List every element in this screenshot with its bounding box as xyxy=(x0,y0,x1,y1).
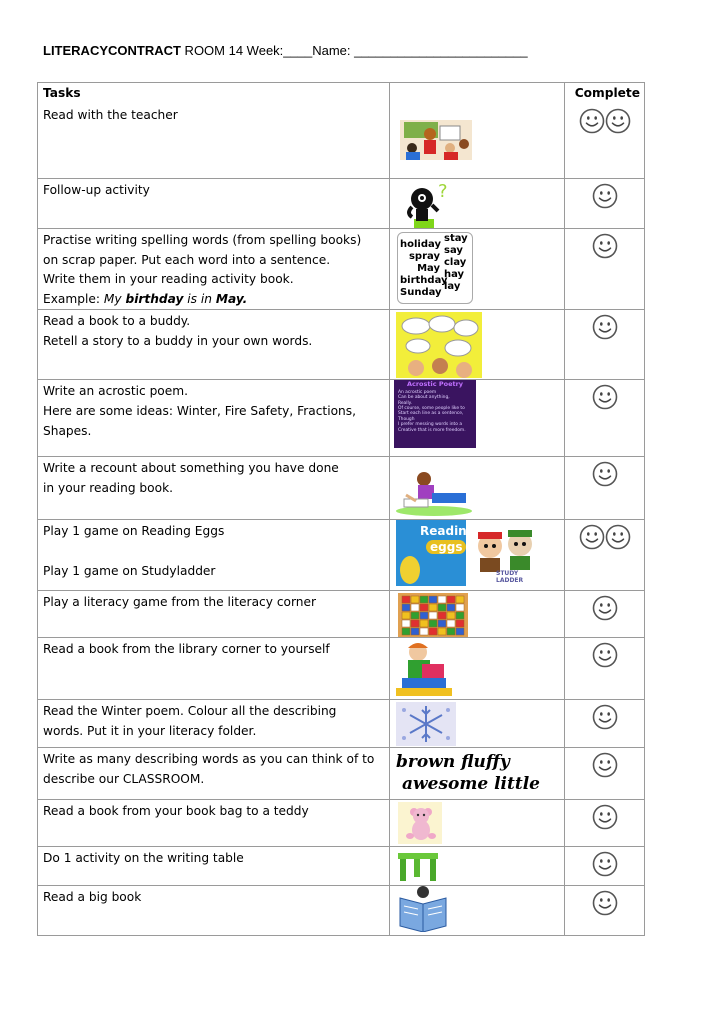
complete-cell xyxy=(565,520,645,591)
task-text: Practise writing spelling words (from spelling books) xyxy=(43,233,362,247)
spelling-word: lay xyxy=(444,281,461,292)
complete-cell xyxy=(565,700,645,748)
smiley-face-icon[interactable] xyxy=(605,108,631,134)
smiley-face-icon[interactable] xyxy=(592,595,618,621)
acrostic-line: Though xyxy=(398,416,415,422)
task-cell xyxy=(38,638,390,700)
header-title: LITERACYCONTRACT xyxy=(43,43,181,58)
smiley-face-icon[interactable] xyxy=(605,524,631,550)
task-text: Play 1 game on Studyladder xyxy=(43,563,216,578)
picture-cell xyxy=(390,748,565,800)
complete-cell xyxy=(565,591,645,638)
task-cell xyxy=(38,380,390,457)
teddy-bear-icon xyxy=(398,802,442,844)
example-text: birthday xyxy=(125,291,184,306)
spelling-word: Sunday xyxy=(400,287,442,298)
table-row xyxy=(38,700,645,748)
table-header-row xyxy=(38,83,645,104)
task-text: Follow-up activity xyxy=(43,183,150,197)
task-text: on scrap paper. Put each word into a sentence. xyxy=(43,252,331,267)
table-row xyxy=(38,179,645,229)
reading-eggs-text: Reading xyxy=(420,524,476,539)
spelling-word: clay xyxy=(444,257,467,268)
table-row xyxy=(38,638,645,700)
task-cell xyxy=(38,700,390,748)
reading-eggs-logo xyxy=(396,520,536,586)
table-row xyxy=(38,229,645,310)
acrostic-line: Creative that is more freedom. xyxy=(398,427,466,433)
complete-cell xyxy=(565,457,645,520)
table-row xyxy=(38,748,645,800)
example-text: My xyxy=(103,291,126,306)
task-text: Read with the teacher xyxy=(43,107,178,122)
task-cell xyxy=(38,179,390,229)
task-text: Do 1 activity on the writing table xyxy=(43,851,244,866)
task-cell xyxy=(38,229,390,310)
table-row xyxy=(38,457,645,520)
picture-cell xyxy=(390,104,565,179)
table-row xyxy=(38,104,645,179)
complete-column-header: Complete xyxy=(574,86,640,100)
complete-cell xyxy=(565,638,645,700)
teacher-reading-icon xyxy=(400,118,472,162)
smiley-face-icon[interactable] xyxy=(592,804,618,830)
picture-cell xyxy=(390,457,565,520)
task-text: Write an acrostic poem. xyxy=(43,384,189,399)
complete-cell xyxy=(565,847,645,886)
picture-cell xyxy=(390,179,565,229)
task-cell xyxy=(38,886,390,936)
task-text: Play 1 game on Reading Eggs xyxy=(43,524,225,539)
acrostic-line: I prefer messing words into a xyxy=(398,422,463,428)
spelling-word: birthday xyxy=(400,275,448,286)
example-text: is in xyxy=(183,291,216,306)
acrostic-line: Of course, some people like to xyxy=(398,406,465,411)
task-text: in your reading book. xyxy=(43,480,174,495)
spelling-word: hay xyxy=(444,269,465,280)
task-text: Write as many describing words as you can think of to xyxy=(43,752,375,767)
task-cell xyxy=(38,591,390,638)
complete-cell xyxy=(565,229,645,310)
snowflake-icon xyxy=(396,702,456,746)
tasks-column-header: Tasks xyxy=(43,86,81,100)
table-icon xyxy=(396,851,440,883)
smiley-face-icon[interactable] xyxy=(592,183,618,209)
task-cell xyxy=(38,800,390,847)
task-cell xyxy=(38,104,390,179)
board-game-icon xyxy=(398,593,468,637)
describing-words xyxy=(396,748,565,798)
example-text: May. xyxy=(215,291,248,306)
task-text: Shapes. xyxy=(43,423,92,438)
picture-cell xyxy=(390,591,565,638)
task-text: Read a big book xyxy=(43,890,142,905)
picture-cell xyxy=(390,380,565,457)
acrostic-title: Acrostic Poetry xyxy=(406,380,464,389)
task-text xyxy=(43,542,384,562)
table-row xyxy=(38,520,645,591)
table-row xyxy=(38,847,645,886)
svg-text:?: ? xyxy=(438,181,448,202)
task-text: Read a book from your book bag to a teddy xyxy=(43,804,309,819)
child-writing-icon xyxy=(394,471,472,517)
table-row xyxy=(38,380,645,457)
table-row xyxy=(38,310,645,380)
smiley-face-icon[interactable] xyxy=(592,752,618,778)
spelling-word: holiday xyxy=(400,239,441,250)
picture-cell xyxy=(390,229,565,310)
complete-cell xyxy=(565,179,645,229)
smiley-face-icon[interactable] xyxy=(592,890,618,916)
contract-table xyxy=(37,82,645,936)
thinking-figure-icon xyxy=(398,181,454,229)
task-cell xyxy=(38,310,390,380)
study-ladder-text xyxy=(496,570,523,584)
complete-cell xyxy=(565,748,645,800)
acrostic-poetry-card xyxy=(394,380,476,448)
spelling-word: spray xyxy=(408,251,440,262)
task-text: Write them in your reading activity book. xyxy=(43,272,294,287)
picture-cell xyxy=(390,886,565,936)
picture-cell xyxy=(390,847,565,886)
task-text: Retell a story to a buddy in your own words. xyxy=(43,333,313,348)
smiley-face-icon[interactable] xyxy=(592,851,618,877)
describing-words-line2: awesome little xyxy=(402,774,540,795)
spelling-words-card xyxy=(397,232,473,304)
task-text: Here are some ideas: Winter, Fire Safety, Fractions, xyxy=(43,403,356,418)
smiley-face-icon[interactable] xyxy=(579,108,605,134)
header-details: ROOM 14 Week:____Name: ________________________ xyxy=(180,43,528,58)
complete-cell xyxy=(565,380,645,457)
study-text: STUDY xyxy=(496,570,519,578)
acrostic-line: Start each line as a sentence, xyxy=(398,411,464,417)
picture-cell xyxy=(390,520,565,591)
eggs-text: eggs xyxy=(426,540,466,554)
smiley-face-icon[interactable] xyxy=(592,314,618,340)
complete-cell xyxy=(565,886,645,936)
task-text: Read a book to a buddy. xyxy=(43,314,191,329)
task-cell xyxy=(38,748,390,800)
smiley-face-icon[interactable] xyxy=(592,704,618,730)
example-label: Example: xyxy=(43,291,104,306)
task-text: words. Put it in your literacy folder. xyxy=(43,723,257,738)
task-text: Play a literacy game from the literacy corner xyxy=(43,595,317,610)
child-reading-icon xyxy=(396,640,452,698)
picture-cell xyxy=(390,700,565,748)
acrostic-line: Can be about anything, xyxy=(398,395,450,401)
picture-cell xyxy=(390,800,565,847)
complete-cell xyxy=(565,310,645,380)
picture-cell xyxy=(390,638,565,700)
spelling-word: stay xyxy=(444,233,468,244)
speech-bubbles-icon xyxy=(396,312,482,378)
ladder-text: LADDER xyxy=(496,577,524,585)
spelling-word: say xyxy=(444,245,463,256)
complete-cell xyxy=(565,800,645,847)
describing-words-line1: brown fluffy xyxy=(396,752,510,773)
task-cell xyxy=(38,847,390,886)
acrostic-line: An acrostic poem xyxy=(398,389,437,395)
smiley-face-icon[interactable] xyxy=(579,524,605,550)
picture-cell xyxy=(390,310,565,380)
acrostic-line: Really. xyxy=(398,400,413,406)
task-cell xyxy=(38,457,390,520)
task-cell xyxy=(38,520,390,591)
table-row xyxy=(38,886,645,936)
task-example xyxy=(43,290,384,310)
task-text: Read the Winter poem. Colour all the describing xyxy=(43,704,337,719)
task-text: describe our CLASSROOM. xyxy=(43,771,205,786)
task-text: Read a book from the library corner to yourself xyxy=(43,642,330,657)
big-book-reader-icon xyxy=(398,886,448,932)
page-header xyxy=(43,43,528,58)
smiley-face-icon[interactable] xyxy=(592,233,618,259)
complete-cell xyxy=(565,104,645,179)
table-row xyxy=(38,800,645,847)
task-text: Write a recount about something you have done xyxy=(43,461,339,476)
smiley-face-icon[interactable] xyxy=(592,642,618,668)
smiley-face-icon[interactable] xyxy=(592,461,618,487)
spelling-word: May xyxy=(417,263,440,274)
smiley-face-icon[interactable] xyxy=(592,384,618,410)
table-row xyxy=(38,591,645,638)
